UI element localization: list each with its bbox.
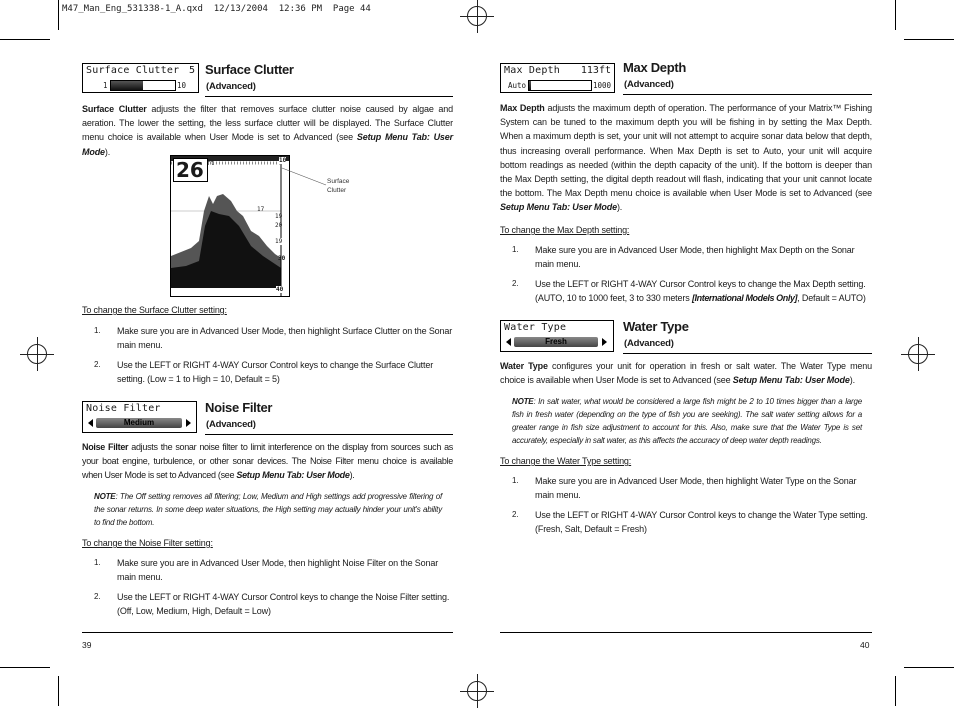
print-slug: M47_Man_Eng_531338-1_A.qxd 12/13/2004 12:36 PM Page 44	[62, 4, 371, 14]
section-heading: Surface Clutter	[205, 62, 294, 77]
widget-min: 1	[103, 81, 108, 90]
fish-depth-label: 17	[257, 206, 265, 213]
sonar-screen-figure	[170, 155, 290, 297]
term: Water Type	[500, 361, 548, 371]
widget-value: 113ft	[580, 65, 611, 76]
cross-reference: Setup Menu Tab: User Mode	[236, 470, 350, 481]
registration-mark-icon	[467, 681, 487, 701]
crop-mark	[895, 0, 896, 30]
widget-label: Water Type	[504, 322, 567, 333]
fish-depth-label: 19	[275, 238, 283, 245]
advanced-label: (Advanced)	[624, 338, 674, 349]
widget-value: 5	[188, 65, 195, 76]
cross-reference: Setup Menu Tab: User Mode	[82, 132, 453, 157]
crop-mark	[0, 667, 50, 668]
body-paragraph: Max Depth adjusts the maximum depth of operation. The performance of your Matrix™ Fishing System can be tuned to the maximum depth you will be fishing in by setting the Max Depth. When a maximum depth is set, your unit will not attempt to acquire sonar data below that depth, thus increasing overall performance. When Max Depth is set to Auto, your unit will acquire bottom readings as needed (within the depth capacity of the unit). If the bottom is deeper than the Max Depth setting, the digital depth readout will flash, indicating that your unit cannot locate the bottom. The Max Depth menu choice is available when User Mode is set to Advanced (see Setup Menu Tab: User Mode).	[500, 103, 873, 213]
widget-max: 10	[177, 81, 187, 90]
crop-mark	[895, 676, 896, 706]
term: Max Depth	[500, 103, 545, 113]
advanced-label: (Advanced)	[206, 81, 256, 92]
instruction-step: 1. Make sure you are in Advanced User Mode, then highlight Water Type on the Sonar main menu.	[512, 476, 857, 501]
cross-reference: Setup Menu Tab: User Mode	[500, 202, 617, 213]
advanced-label: (Advanced)	[206, 419, 256, 430]
widget-min: Auto	[508, 81, 527, 90]
surface-clutter-callout: Surface Clutter	[327, 178, 350, 194]
heading-rule	[623, 94, 872, 95]
section-heading: Water Type	[623, 319, 689, 334]
widget-max: 1000	[593, 81, 612, 90]
depth-unit: ft	[207, 160, 215, 167]
right-arrow-icon	[602, 338, 607, 346]
level-bar	[528, 80, 592, 91]
registration-mark-icon	[27, 344, 47, 364]
registration-mark-icon	[908, 344, 928, 364]
widget-value: Medium	[96, 418, 182, 428]
crop-mark	[0, 39, 50, 40]
heading-rule	[205, 434, 453, 435]
depth-scale-label: 40	[276, 286, 284, 293]
instruction-title: To change the Noise Filter setting:	[82, 538, 213, 548]
crop-mark	[904, 667, 954, 668]
heading-rule	[623, 353, 872, 354]
page-number: 39	[82, 640, 92, 650]
max-depth-menu-widget	[500, 63, 615, 93]
page-number: 40	[860, 640, 870, 650]
crop-mark	[58, 0, 59, 30]
water-type-menu-widget	[500, 320, 614, 352]
term: Noise Filter	[82, 442, 129, 452]
section-heading: Noise Filter	[205, 400, 273, 415]
noise-filter-menu-widget	[82, 401, 197, 433]
instruction-step: 2. Use the LEFT or RIGHT 4-WAY Cursor Control keys to change the Noise Filter setting. (Off, Low, Medium, High, Default = Low)	[94, 592, 450, 617]
instruction-title: To change the Surface Clutter setting:	[82, 305, 227, 315]
instruction-step: 2. Use the LEFT or RIGHT 4-WAY Cursor Control keys to change the Surface Clutter setting. (Low = 1 to High = 10, Default = 5)	[94, 360, 434, 385]
advanced-label: (Advanced)	[624, 79, 674, 90]
widget-label: Surface Clutter	[86, 65, 180, 76]
instruction-step: 1. Make sure you are in Advanced User Mode, then highlight Surface Clutter on the Sonar main menu.	[94, 326, 453, 351]
cross-reference: [International Models Only]	[691, 293, 798, 304]
depth-scale-label: 30	[278, 255, 286, 262]
registration-mark-icon	[467, 6, 487, 26]
depth-readout: 26	[173, 158, 208, 182]
footer-rule	[82, 632, 453, 633]
instruction-step: 2. Use the LEFT or RIGHT 4-WAY Cursor Control keys to change the Water Type setting. (Fresh, Salt, Default = Fresh)	[512, 510, 868, 535]
cross-reference: Setup Menu Tab: User Mode	[732, 375, 850, 386]
crop-mark	[904, 39, 954, 40]
instruction-step: 2. Use the LEFT or RIGHT 4-WAY Cursor Control keys to change the Max Depth setting. (AUTO, 10 to 1000 feet, 3 to 330 meters [International Models Only], Default = AUTO)	[512, 279, 866, 304]
instruction-step: 1. Make sure you are in Advanced User Mode, then highlight Noise Filter on the Sonar main menu.	[94, 558, 439, 583]
left-arrow-icon	[88, 419, 93, 427]
section-heading: Max Depth	[623, 60, 687, 75]
fish-depth-label: 19	[275, 213, 283, 220]
level-bar-fill	[111, 81, 143, 90]
depth-scale-label: 10	[279, 157, 287, 164]
footer-rule	[500, 632, 872, 633]
right-arrow-icon	[186, 419, 191, 427]
level-bar-fill	[529, 81, 531, 90]
body-paragraph: Water Type configures your unit for operation in fresh or salt water. The Water Type menu choice is available when User Mode is set to Advanced (see Setup Menu Tab: User Mode).	[500, 361, 872, 386]
body-paragraph: Surface Clutter adjusts the filter that removes surface clutter noise caused by algae and aeration. The lower the setting, the less surface clutter will be displayed. The Surface Clutter menu choice is available when User Mode is set to Advanced (see Setup Menu Tab: User Mode).	[82, 104, 453, 157]
widget-label: Noise Filter	[86, 403, 161, 414]
instruction-title: To change the Water Type setting:	[500, 456, 632, 466]
note-paragraph: NOTE: The Off setting removes all filtering; Low, Medium and High settings add progressive filtering of the sonar returns. In some deep water situations, the High setting may actually hinder your unit's ability to find the bottom.	[94, 492, 442, 527]
instruction-step: 1. Make sure you are in Advanced User Mode, then highlight Max Depth on the Sonar main menu.	[512, 245, 855, 270]
widget-value: Fresh	[514, 337, 598, 347]
term: Surface Clutter	[82, 104, 147, 114]
left-arrow-icon	[506, 338, 511, 346]
body-paragraph: Noise Filter adjusts the sonar noise filter to limit interference on the display from sources such as your boat engine, turbulence, or other sonar devices. The Noise Filter menu choice is available when User Mode is set to Advanced (see Setup Menu Tab: User Mode).	[82, 442, 453, 481]
instruction-title: To change the Max Depth setting:	[500, 225, 630, 235]
heading-rule	[205, 96, 453, 97]
crop-mark	[58, 676, 59, 706]
level-bar	[110, 80, 176, 91]
surface-clutter-menu-widget	[82, 63, 199, 93]
note-paragraph: NOTE: In salt water, what would be considered a large fish might be 2 to 10 times bigger than a large fish in fresh water (depending on the type of fish you are seeking). The salt water setting allows for a greater range in fish size adjustment to account for this. Also, make sure that the Water Type is set accurately, especially in salt water, as this affects the accuracy of deep water depth readings.	[512, 397, 862, 445]
fish-depth-label: 20	[275, 222, 283, 229]
widget-label: Max Depth	[504, 65, 560, 76]
